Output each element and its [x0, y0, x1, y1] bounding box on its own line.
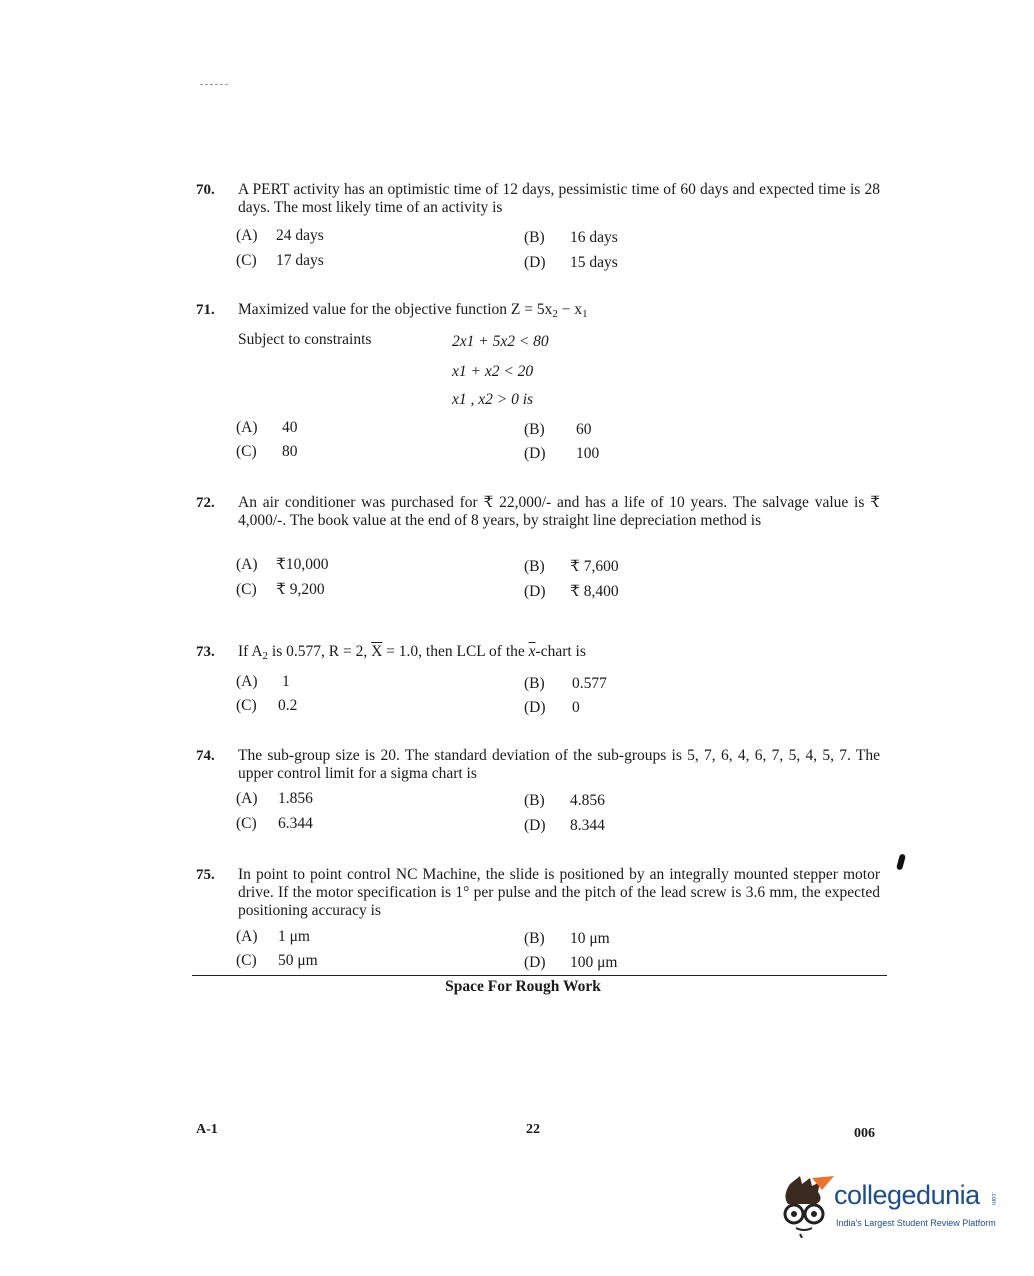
option-c: (C) ₹ 9,200	[236, 581, 325, 598]
option-d: (D) 0	[524, 699, 580, 716]
question-number: 72.	[196, 495, 215, 511]
option-c: (C) 17 days	[236, 252, 324, 269]
option-c: (C) 6.344	[236, 815, 313, 832]
rough-work-heading: Space For Rough Work	[445, 978, 601, 995]
divider-line	[192, 975, 887, 976]
option-a: (A) 1	[236, 673, 290, 690]
question-text: The sub-group size is 20. The standard deviation of the sub-groups is 5, 7, 6, 4, 6, 7, 5, 4, 5, 7. The upper control limit for a sigma chart is	[238, 747, 880, 782]
question-73	[196, 643, 880, 716]
option-d: (D) 15 days	[524, 254, 618, 271]
question-number: 73.	[196, 644, 215, 660]
mascot-icon	[772, 1172, 836, 1238]
option-d: (D) ₹ 8,400	[524, 583, 619, 600]
ink-blot	[896, 853, 906, 870]
constraints-label: Subject to constraints	[238, 331, 372, 348]
option-b: (B) 60	[524, 421, 592, 438]
constraint-2: x1 + x2 < 20	[452, 363, 534, 380]
constraint-3: x1 , x2 > 0 is	[452, 391, 534, 408]
option-a: (A) 24 days	[236, 227, 324, 244]
option-b: (B) ₹ 7,600	[524, 558, 619, 575]
option-a: (A) 1 μm	[236, 928, 310, 945]
option-d: (D) 8.344	[524, 817, 605, 834]
option-a: (A) 40	[236, 419, 298, 436]
option-a: (A) ₹10,000	[236, 556, 329, 573]
option-c: (C) 50 μm	[236, 952, 318, 969]
option-d: (D) 100 μm	[524, 954, 618, 971]
booklet-code: 006	[854, 1126, 875, 1141]
option-b: (B) 4.856	[524, 792, 605, 809]
collegedunia-logo	[772, 1172, 1002, 1242]
question-75	[196, 866, 880, 971]
constraint-1: 2x1 + 5x2 < 80	[452, 333, 549, 350]
question-text: Maximized value for the objective function $Z = 5x_2 - x_1$	[238, 301, 588, 320]
question-text: If $A_2$ is 0.577, R = 2, $\overline{X} = 1.0$, then LCL of the $\overline{x}$-chart is	[238, 643, 586, 662]
option-b: (B) 0.577	[524, 675, 607, 692]
question-number: 74.	[196, 748, 215, 764]
question-number: 71.	[196, 302, 215, 318]
option-c: (C) 80	[236, 443, 298, 460]
option-b: (B) 16 days	[524, 229, 618, 246]
option-c: (C) 0.2	[236, 697, 298, 714]
question-number: 75.	[196, 867, 215, 883]
logo-domain: .com	[990, 1192, 996, 1206]
paper-code: A-1	[196, 1122, 218, 1137]
option-d: (D) 100	[524, 445, 600, 462]
question-72	[196, 494, 880, 600]
question-number: 70.	[196, 182, 215, 198]
question-74	[196, 747, 880, 834]
logo-tagline: India's Largest Student Review Platform	[836, 1218, 996, 1228]
question-71	[196, 301, 880, 462]
question-70	[196, 181, 880, 271]
question-text: A PERT activity has an optimistic time of 12 days, pessimistic time of 60 days and expected time is 28 days. The most likely time of an activity is	[238, 181, 880, 216]
question-text: An air conditioner was purchased for ₹ 22,000/- and has a life of 10 years. The salvage value is ₹ 4,000/-. The book value at the end of 8 years, by straight line depreciation method is	[238, 494, 880, 529]
option-b: (B) 10 μm	[524, 930, 610, 947]
logo-wordmark: collegedunia	[834, 1180, 980, 1210]
scan-mark	[200, 84, 228, 86]
page-number: 22	[526, 1122, 540, 1137]
question-text: In point to point control NC Machine, the slide is positioned by an integrally mounted stepper motor drive. If the motor specification is 1° per pulse and the pitch of the lead screw is 3.6 mm, the expected positioning accuracy is	[238, 866, 880, 919]
option-a: (A) 1.856	[236, 790, 313, 807]
